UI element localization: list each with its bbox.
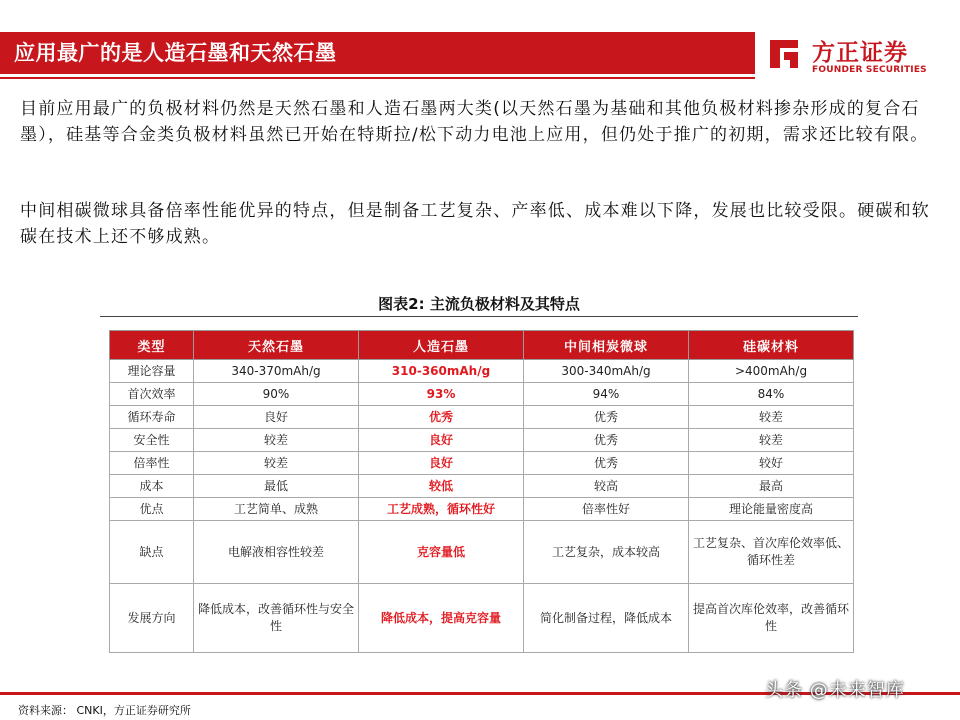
column-header: 中间相炭微球 bbox=[524, 331, 689, 360]
table-cell: 94% bbox=[524, 383, 689, 406]
founder-logo-icon bbox=[766, 36, 802, 72]
table-cell: 提高首次库伦效率，改善循环性 bbox=[689, 584, 854, 653]
body-paragraph-2: 中间相碳微球具备倍率性能优异的特点，但是制备工艺复杂、产率低、成本难以下降，发展也比较受限。硬碳和软碳在技术上还不够成熟。 bbox=[20, 201, 930, 247]
row-label: 首次效率 bbox=[110, 383, 194, 406]
row-label: 成本 bbox=[110, 475, 194, 498]
caption-divider bbox=[100, 316, 858, 317]
page-title: 应用最广的是人造石墨和天然石墨 bbox=[14, 41, 337, 65]
company-logo bbox=[766, 34, 946, 82]
table-cell-highlight: 工艺成熟，循环性好 bbox=[359, 498, 524, 521]
logo-name-en: FOUNDER SECURITIES bbox=[812, 65, 927, 75]
row-label: 安全性 bbox=[110, 429, 194, 452]
row-label: 发展方向 bbox=[110, 584, 194, 653]
table-cell: 优秀 bbox=[524, 406, 689, 429]
table-cell: 最高 bbox=[689, 475, 854, 498]
table-row bbox=[110, 429, 854, 452]
table-cell: 工艺复杂、首次库伦效率低、循环性差 bbox=[689, 521, 854, 584]
table-cell-highlight: 310-360mAh/g bbox=[359, 360, 524, 383]
table-row bbox=[110, 475, 854, 498]
table-row bbox=[110, 584, 854, 653]
table-cell: 较差 bbox=[689, 429, 854, 452]
column-header: 硅碳材料 bbox=[689, 331, 854, 360]
table-header-row bbox=[110, 331, 854, 360]
table-cell: 简化制备过程，降低成本 bbox=[524, 584, 689, 653]
table-cell: 降低成本，改善循环性与安全性 bbox=[194, 584, 359, 653]
table-cell: 较差 bbox=[194, 429, 359, 452]
watermark: 头条 @未来智库 bbox=[765, 680, 905, 701]
title-bar bbox=[0, 32, 755, 74]
table-cell-highlight: 良好 bbox=[359, 429, 524, 452]
row-label: 理论容量 bbox=[110, 360, 194, 383]
table-cell: 优秀 bbox=[524, 452, 689, 475]
table-cell-highlight: 克容量低 bbox=[359, 521, 524, 584]
table-cell: 电解液相容性较差 bbox=[194, 521, 359, 584]
table-cell-highlight: 93% bbox=[359, 383, 524, 406]
table-row bbox=[110, 452, 854, 475]
figure-caption: 图表2: 主流负极材料及其特点 bbox=[378, 295, 580, 313]
column-header: 人造石墨 bbox=[359, 331, 524, 360]
row-label: 循环寿命 bbox=[110, 406, 194, 429]
table-cell: 工艺简单、成熟 bbox=[194, 498, 359, 521]
table-row bbox=[110, 383, 854, 406]
logo-name-cn: 方正证券 bbox=[812, 40, 908, 66]
table-row bbox=[110, 406, 854, 429]
table-cell: 90% bbox=[194, 383, 359, 406]
table-row bbox=[110, 360, 854, 383]
column-header: 类型 bbox=[110, 331, 194, 360]
table-cell: 300-340mAh/g bbox=[524, 360, 689, 383]
table-cell-highlight: 降低成本，提高克容量 bbox=[359, 584, 524, 653]
table-cell: 良好 bbox=[194, 406, 359, 429]
column-header: 天然石墨 bbox=[194, 331, 359, 360]
table-cell: 340-370mAh/g bbox=[194, 360, 359, 383]
table-cell: 较好 bbox=[689, 452, 854, 475]
table-cell: 较差 bbox=[689, 406, 854, 429]
table-cell: 倍率性好 bbox=[524, 498, 689, 521]
table-cell: 工艺复杂，成本较高 bbox=[524, 521, 689, 584]
table-cell: 理论能量密度高 bbox=[689, 498, 854, 521]
row-label: 缺点 bbox=[110, 521, 194, 584]
table-cell: 较高 bbox=[524, 475, 689, 498]
table-cell: >400mAh/g bbox=[689, 360, 854, 383]
table-row bbox=[110, 521, 854, 584]
title-underline bbox=[0, 77, 755, 79]
table-cell: 较差 bbox=[194, 452, 359, 475]
row-label: 优点 bbox=[110, 498, 194, 521]
source-note: 资料来源： CNKI，方正证券研究所 bbox=[18, 704, 191, 717]
table-cell: 84% bbox=[689, 383, 854, 406]
table-cell: 优秀 bbox=[524, 429, 689, 452]
table-cell: 最低 bbox=[194, 475, 359, 498]
table-cell-highlight: 良好 bbox=[359, 452, 524, 475]
row-label: 倍率性 bbox=[110, 452, 194, 475]
anode-materials-table bbox=[109, 330, 854, 653]
table-cell-highlight: 优秀 bbox=[359, 406, 524, 429]
table-row bbox=[110, 498, 854, 521]
body-paragraph-1: 目前应用最广的负极材料仍然是天然石墨和人造石墨两大类(以天然石墨为基础和其他负极材料掺杂形成的复合石墨），硅基等合金类负极材料虽然已开始在特斯拉/松下动力电池上应用，但仍处于推广的初期，需求还比较有限。 bbox=[20, 99, 929, 145]
table-cell-highlight: 较低 bbox=[359, 475, 524, 498]
